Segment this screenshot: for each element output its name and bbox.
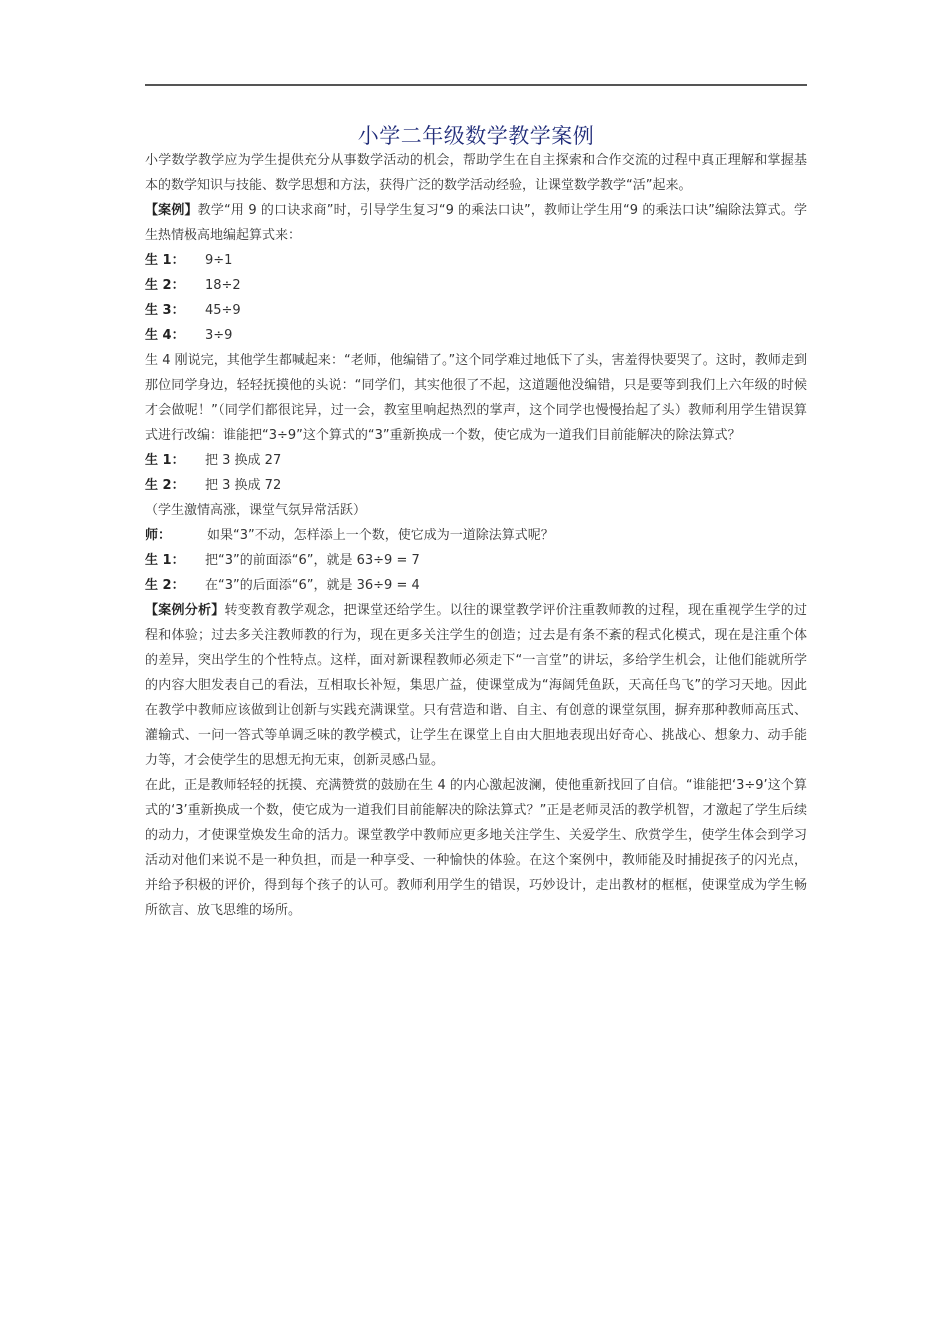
analysis-tag: 【案例分析】 bbox=[145, 603, 225, 618]
student-line bbox=[145, 573, 807, 598]
student-answer: 把“3”的前面添“6”，就是 63÷9 = 7 bbox=[205, 553, 420, 568]
student-answer: 在“3”的后面添“6”，就是 36÷9 = 4 bbox=[205, 578, 420, 593]
header-rule bbox=[145, 84, 807, 86]
student-line bbox=[145, 548, 807, 573]
student-line bbox=[145, 273, 807, 298]
student-line bbox=[145, 473, 807, 498]
student-answer: 45÷9 bbox=[205, 303, 241, 318]
student-answer: 3÷9 bbox=[205, 328, 233, 343]
analysis-text: 转变教育教学观念，把课堂还给学生。以往的课堂教学评价注重教师教的过程，现在重视学生学的过程和体验；过去多关注教师教的行为，现在更多关注学生的创造；过去是有条不紊的程式化模式，现在是注重个体的差异，突出学生的个性特点。这样，面对新课程教师必须走下“一言堂”的讲坛，多给学生机会，让他们能就所学的内容大胆发表自己的看法，互相取长补短，集思广益，使课堂成为“海阔凭鱼跃，天高任鸟飞”的学习天地。因此在教学中教师应该做到让创新与实践充满课堂。只有营造和谐、自主、有创意的课堂氛围，摒弃那种教师高压式、灌输式、一问一答式等单调乏味的教学模式，让学生在课堂上自由大胆地表现出好奇心、挑战心、想象力、动手能力等，才会使学生的思想无拘无束，创新灵感凸显。 bbox=[145, 603, 807, 768]
student-label: 生 2： bbox=[145, 478, 185, 493]
student-line bbox=[145, 248, 807, 273]
student-answer: 把 3 换成 27 bbox=[205, 453, 282, 468]
teacher-line bbox=[145, 523, 807, 548]
student-label: 生 1： bbox=[145, 453, 185, 468]
case-text: 教学“用 9 的口诀求商”时，引导学生复习“9 的乘法口诀”，教师让学生用“9 的乘法口诀”编除法算式。学生热情极高地编起算式来： bbox=[145, 203, 807, 243]
case-paragraph bbox=[145, 198, 807, 248]
student-line bbox=[145, 448, 807, 473]
teacher-label: 师： bbox=[145, 528, 172, 543]
student-label: 生 2： bbox=[145, 278, 185, 293]
student-line bbox=[145, 298, 807, 323]
student-answer: 18÷2 bbox=[205, 278, 241, 293]
intro-paragraph: 小学数学教学应为学生提供充分从事数学活动的机会，帮助学生在自主探索和合作交流的过程中真正理解和掌握基本的数学知识与技能、数学思想和方法，获得广泛的数学活动经验，让课堂数学教学“活”起来。 bbox=[145, 153, 807, 193]
student-label: 生 2： bbox=[145, 578, 185, 593]
student-label: 生 4： bbox=[145, 328, 185, 343]
student-label: 生 1： bbox=[145, 553, 185, 568]
narrative-paragraph: 生 4 刚说完，其他学生都喊起来：“老师，他编错了。”这个同学难过地低下了头，害羞得快要哭了。这时，教师走到那位同学身边，轻轻抚摸他的头说：“同学们，其实他很了不起，这道题他没编错，只是要等到我们上六年级的时候才会做呢！”（同学们都很诧异，过一会，教室里响起热烈的掌声，这个同学也慢慢抬起了头）教师利用学生错误算式进行改编：谁能把“3÷9”这个算式的“3”重新换成一个数，使它成为一道我们目前能解决的除法算式？ bbox=[145, 353, 807, 443]
student-answer: 9÷1 bbox=[205, 253, 233, 268]
student-answer: 把 3 换成 72 bbox=[205, 478, 282, 493]
document-body bbox=[145, 148, 807, 923]
analysis-paragraph bbox=[145, 598, 807, 773]
atmosphere-note: （学生激情高涨，课堂气氛异常活跃） bbox=[145, 503, 367, 518]
student-line bbox=[145, 323, 807, 348]
teacher-question: 如果“3”不动，怎样添上一个数，使它成为一道除法算式呢？ bbox=[207, 528, 554, 543]
case-tag: 【案例】 bbox=[145, 203, 198, 218]
conclusion-paragraph: 在此，正是教师轻轻的抚摸、充满赞赏的鼓励在生 4 的内心激起波澜，使他重新找回了自信。“谁能把‘3÷9’这个算式的‘3’重新换成一个数，使它成为一道我们目前能解决的除法算式？”正是老师灵活的教学机智，才激起了学生后续的动力，才使课堂焕发生命的活力。课堂教学中教师应更多地关注学生、关爱学生、欣赏学生，使学生体会到学习活动对他们来说不是一种负担，而是一种享受、一种愉快的体验。在这个案例中，教师能及时捕捉孩子的闪光点，并给予积极的评价，得到每个孩子的认可。教师利用学生的错误，巧妙设计，走出教材的框框，使课堂成为学生畅所欲言、放飞思维的场所。 bbox=[145, 778, 807, 918]
document-title: 小学二年级数学教学案例 bbox=[357, 124, 595, 148]
student-label: 生 1： bbox=[145, 253, 185, 268]
student-label: 生 3： bbox=[145, 303, 185, 318]
